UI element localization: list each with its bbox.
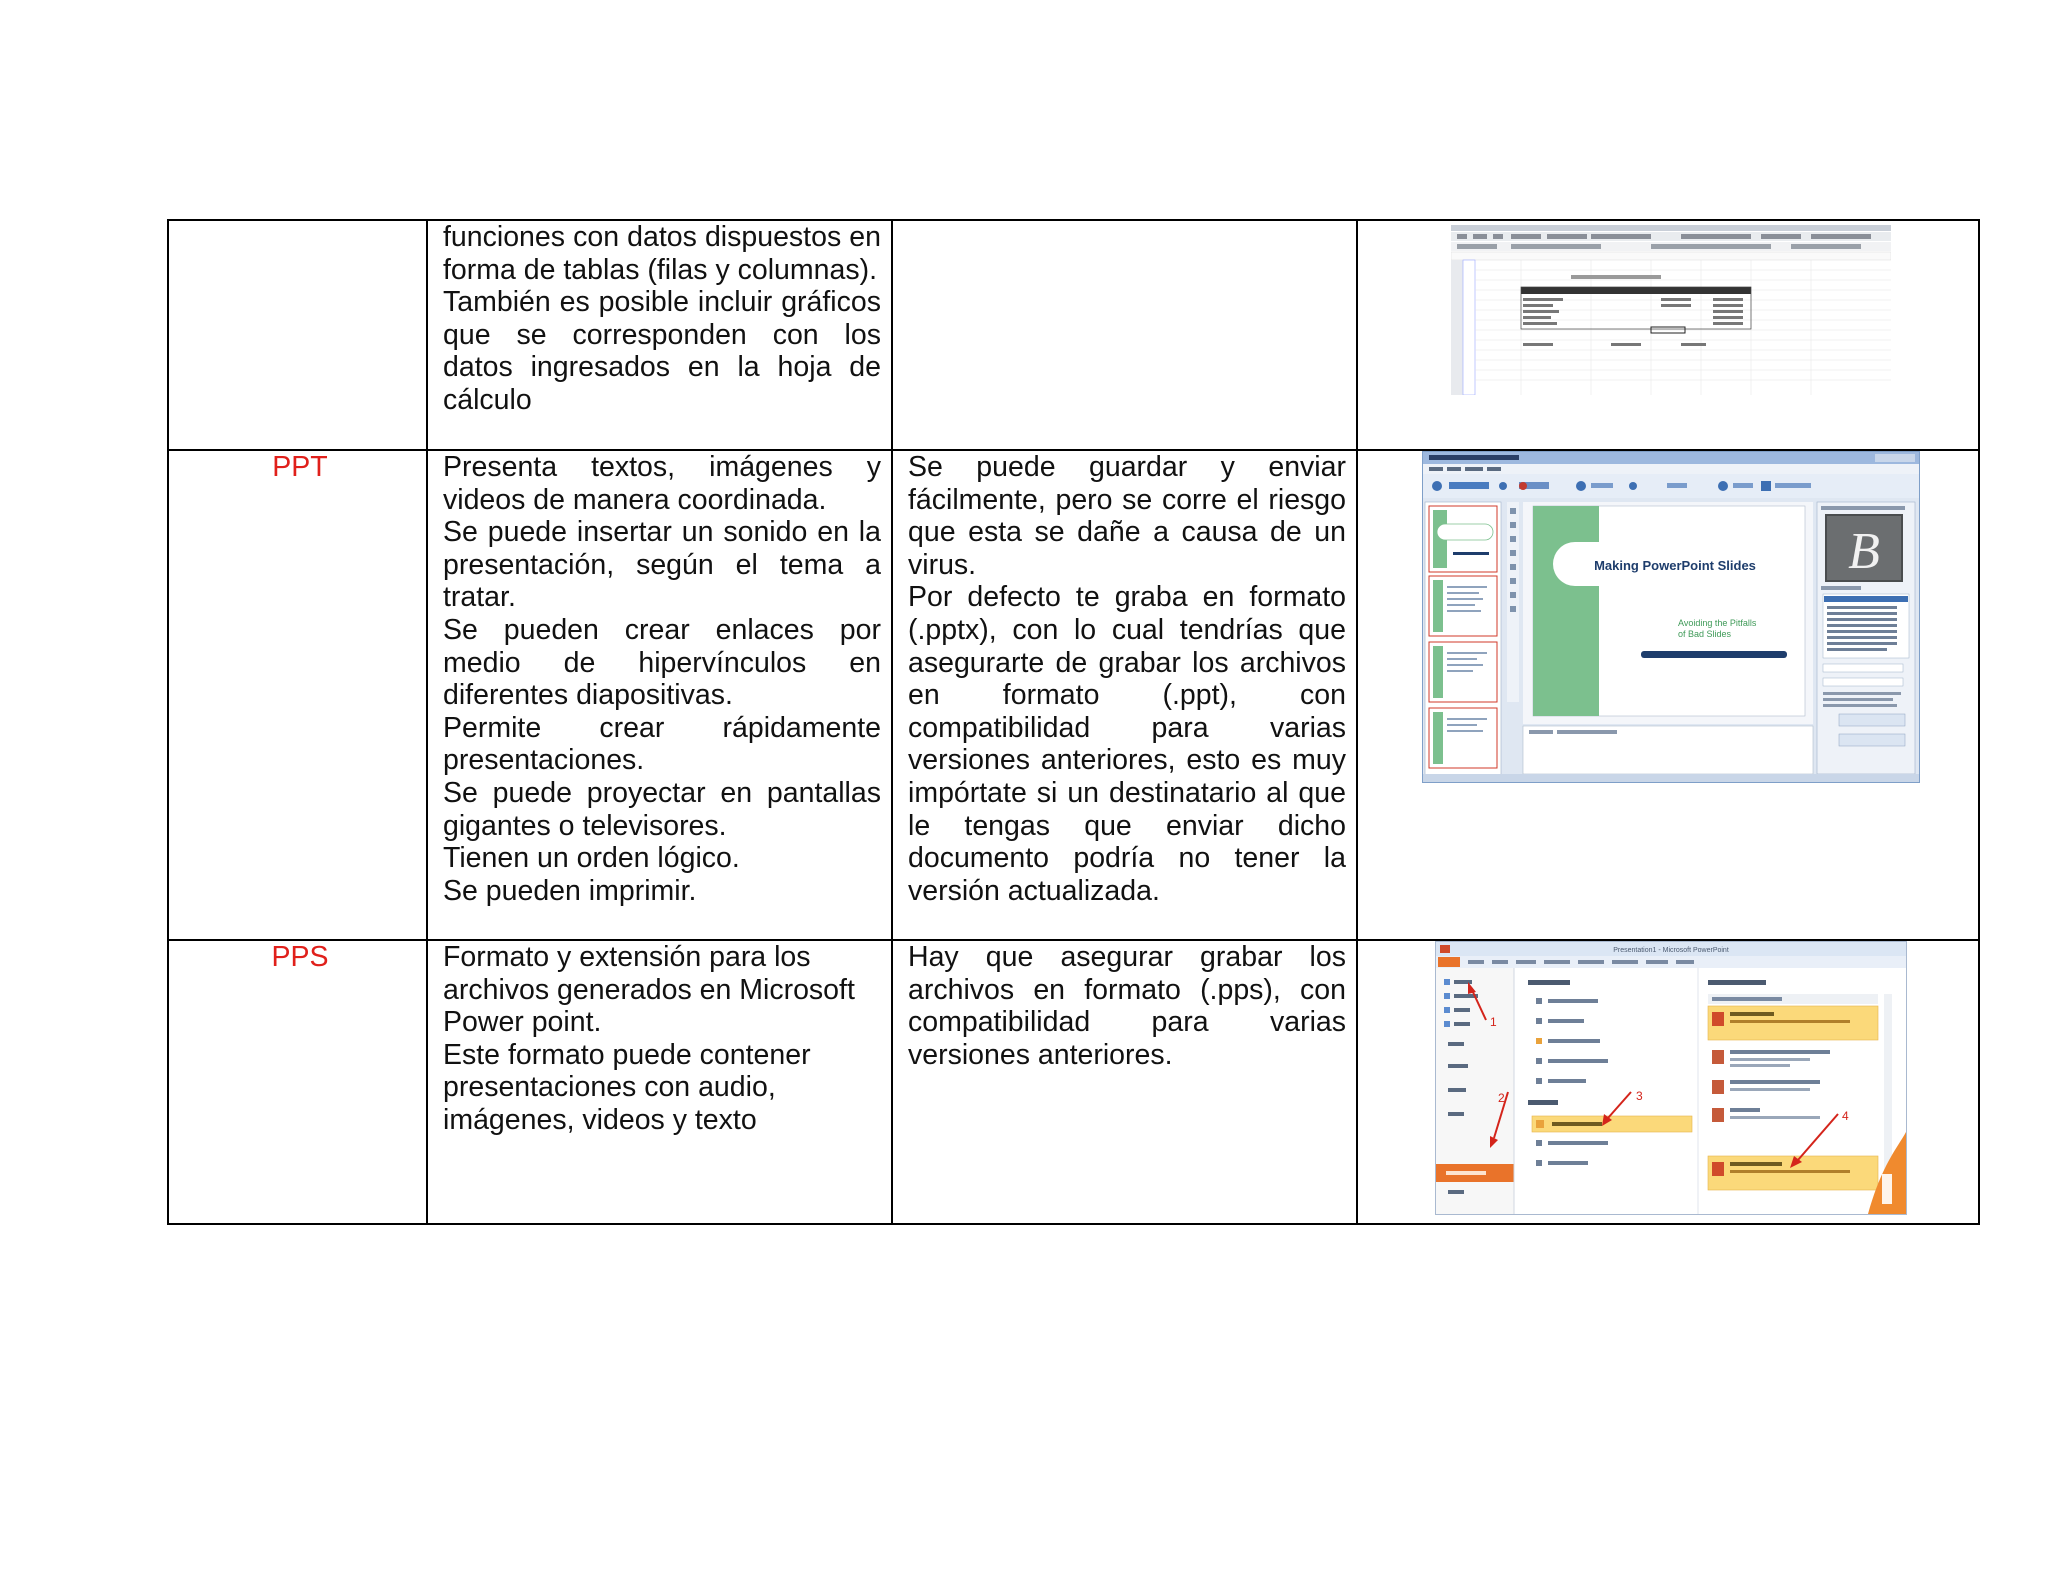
advantages-cell	[892, 450, 1357, 940]
description-cell	[427, 940, 892, 1224]
step-number-2: 2	[1497, 1091, 1505, 1105]
slide-letter-text: B	[1847, 523, 1880, 580]
format-name-cell	[168, 220, 427, 450]
description-text: Presenta textos, imágenes y videos de manera coordinada. Se puede insertar un sonido en la presentación, según el tema a tratar. Se pueden crear enlaces por medio de hipervínculos en diferentes diapositivas. Permite crear rápidamente presentaciones. Se puede proyectar en pantallas gigantes o televisores. Tienen un orden lógico. Se pueden imprimir.	[443, 451, 881, 907]
description-cell	[427, 450, 892, 940]
table-row	[168, 220, 1979, 450]
description-cell	[427, 220, 892, 450]
advantages-text: Se puede guardar y enviar fácilmente, pero se corre el riesgo que esta se dañe a causa de un virus. Por defecto te graba en formato (.pptx), con lo cual tendrías que asegurarte de grabar los archivos en formato (.ppt), con compatibilidad para varias versiones anteriores, esto es muy impórtate si un destinatario al que le tengas que enviar dicho documento podría no tener la versión actualizada.	[908, 451, 1346, 907]
step-number-3: 3	[1635, 1089, 1643, 1103]
image-cell	[1357, 220, 1979, 450]
slide-title-text: Making PowerPoint Slides	[1593, 558, 1756, 573]
comparison-table	[167, 219, 1980, 1225]
powerpoint-slides-screenshot	[1422, 451, 1920, 783]
image-cell	[1357, 940, 1979, 1224]
save-as-pps-screenshot	[1435, 941, 1907, 1215]
spreadsheet-screenshot	[1451, 225, 1891, 395]
format-name-cell: PPT	[168, 450, 427, 940]
slide-subtitle-text: Avoiding the Pitfalls	[1677, 618, 1756, 628]
step-number-4: 4	[1841, 1109, 1849, 1123]
step-number-1: 1	[1489, 1015, 1497, 1029]
advantages-cell	[892, 220, 1357, 450]
window-title-text: Presentation1 - Microsoft PowerPoint	[1612, 947, 1729, 954]
advantages-cell	[892, 940, 1357, 1224]
description-text: Formato y extensión para los archivos generados en Microsoft Power point. Este formato puede contener presentaciones con audio, imágenes, videos y texto	[443, 941, 855, 1136]
slide-subtitle-text-2: of Bad Slides	[1677, 629, 1731, 639]
advantages-text: Hay que asegurar grabar los archivos en formato (.pps), con compatibilidad para varias versiones anteriores.	[908, 941, 1346, 1071]
image-cell	[1357, 450, 1979, 940]
table-row	[168, 940, 1979, 1224]
description-text: funciones con datos dispuestos en forma de tablas (filas y columnas). También es posible incluir gráficos que se corresponden con los datos ingresados en la hoja de cálculo	[443, 221, 881, 416]
format-name-cell: PPS	[168, 940, 427, 1224]
table-row	[168, 450, 1979, 940]
